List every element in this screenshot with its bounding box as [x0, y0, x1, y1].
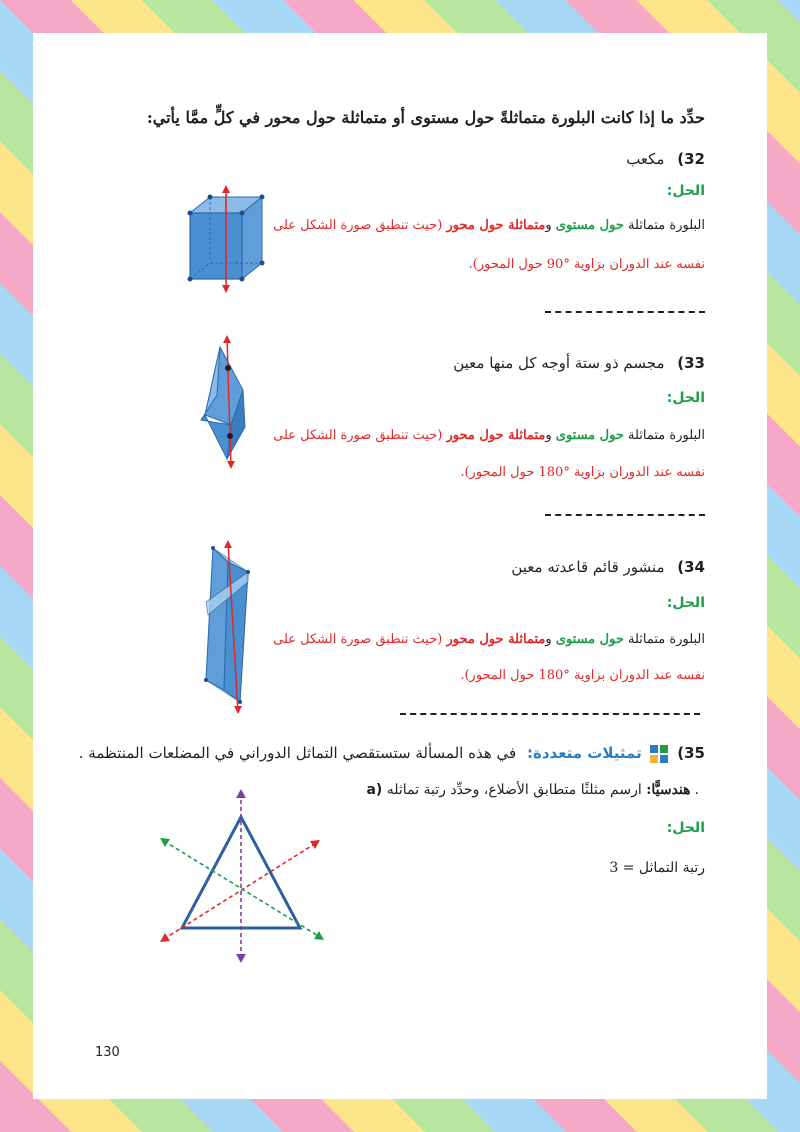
q33-text-e: (حيث تنطبق صورة الشكل على [273, 428, 447, 443]
multiple-representations-icon [650, 745, 668, 763]
q32-text-e: (حيث تنطبق صورة الشكل على [273, 218, 447, 233]
q32-heading [626, 150, 705, 168]
q33-text-plane: حول مستوى [555, 428, 624, 443]
q33-text-axis: متماثلة حول محور [446, 428, 546, 443]
q32-line1 [273, 218, 705, 233]
q35-answer: رتبة التماثل = 3 [609, 860, 705, 876]
q32-number: 32) [677, 150, 705, 168]
triangle-symmetry-figure [150, 785, 335, 965]
q35a-heading [366, 782, 705, 798]
q32-text-plane: حول مستوى [555, 218, 624, 233]
q32-text-and: و [545, 218, 556, 233]
q34-text-a: البلورة متماثلة [623, 632, 705, 647]
q34-text-plane: حول مستوى [555, 632, 624, 647]
cube-figure [180, 185, 275, 295]
q35-heading-label: تمثيلات متعددة: [526, 744, 642, 762]
q33-solution-label: الحل: [666, 390, 705, 406]
q32-text-a: البلورة متماثلة [623, 218, 705, 233]
rhombohedron-figure [195, 335, 255, 470]
q33-heading [453, 354, 705, 372]
q32-title: مكعب [626, 150, 665, 168]
q35a-label: a) [366, 782, 383, 798]
q35-number: 35) [677, 744, 705, 762]
q32-line2: نفسه عند الدوران بزاوية °90 حول المحور). [468, 257, 705, 272]
q34-text-and: و [545, 632, 556, 647]
q35-heading [79, 744, 705, 763]
q35a-title: هندسيًّا: [646, 782, 691, 798]
q34-line2: نفسه عند الدوران بزاوية °180 حول المحور). [460, 668, 705, 683]
q35-solution-label: الحل: [666, 820, 705, 836]
q33-title: مجسم ذو ستة أوجه كل منها معين [453, 354, 665, 372]
q33-text-a: البلورة متماثلة [623, 428, 705, 443]
q34-text-e: (حيث تنطبق صورة الشكل على [273, 632, 447, 647]
q34-heading [511, 558, 705, 576]
q34-line1 [273, 632, 705, 647]
q33-number: 33) [677, 354, 705, 372]
q32-text-axis: متماثلة حول محور [446, 218, 546, 233]
divider-3 [400, 713, 700, 715]
q35a-text: ارسم مثلثًا متطابق الأضلاع، وحدِّد رتبة تماثله. [386, 782, 699, 798]
divider-1 [545, 311, 705, 313]
q33-line2: نفسه عند الدوران بزاوية °180 حول المحور). [460, 465, 705, 480]
q33-line1 [273, 428, 705, 443]
rhombic-prism-figure [198, 540, 258, 715]
q33-text-and: و [545, 428, 556, 443]
q34-number: 34) [677, 558, 705, 576]
q34-solution-label: الحل: [666, 595, 705, 611]
q34-text-axis: متماثلة حول محور [446, 632, 546, 647]
q35-text: في هذه المسألة ستستقصي التماثل الدوراني في المضلعات المنتظمة . [78, 744, 517, 762]
page-number: 130 [95, 1045, 120, 1060]
instruction-text: حدِّد ما إذا كانت البلورة متماثلةً حول مستوى أو متماثلة حول محور في كلٍّ ممَّا يأتي: [146, 108, 705, 127]
q32-solution-label: الحل: [666, 183, 705, 199]
q34-title: منشور قائم قاعدته معين [511, 558, 665, 576]
divider-2 [545, 514, 705, 516]
